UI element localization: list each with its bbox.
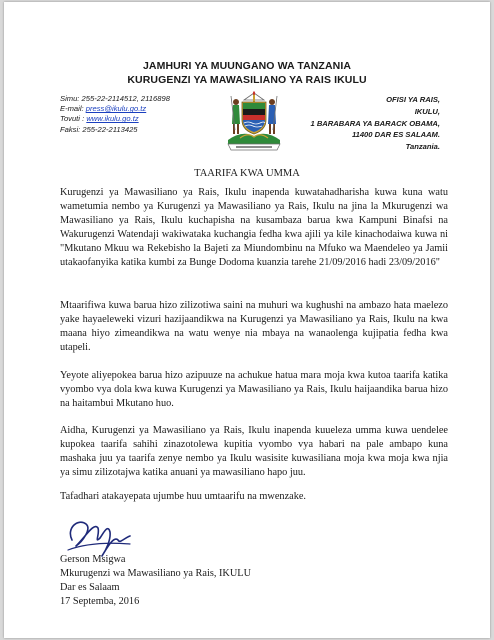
website-link[interactable]: www.ikulu.go.tz bbox=[86, 114, 139, 124]
header-republic: JAMHURI YA MUUNGANO WA TANZANIA bbox=[142, 60, 352, 72]
address-line-4: 11400 DAR ES SALAAM. bbox=[351, 130, 440, 140]
phone-line: Simu: 255-22-2114512, 2116898 bbox=[60, 94, 170, 103]
address-line-2: IKULU, bbox=[414, 106, 440, 116]
paragraph-2: Mtaarifiwa kuwa barua hizo zilizotiwa saini na muhuri wa kughushi na ambazo hata maelezo yake hayaeleweki vizuri hazijaandikwa na Kurugenzi ya Mawasiliano ya Rais, Ikulu na kwa maana hiyo zimeandikwa na watu wenye nia mbaya na wanaolenga kujipatia fedha kwa utapeli. bbox=[60, 300, 448, 353]
signing-place: Dar es Salaam bbox=[60, 582, 120, 593]
paragraph-3: Yeyote aliyepokea barua hizo azipuuze na achukue hatua mara moja kwa kutoa taarifa katika vyombo vya dola kwa kuwa Kurugenzi ya Mawasiliano ya Rais, Ikulu haijaandika barua hizo na haitambui Mkutano huo. bbox=[60, 370, 448, 409]
header-directorate: KURUGENZI YA MAWASILIANO YA RAIS IKULU bbox=[127, 74, 367, 86]
address-line-3: 1 BARABARA YA BARACK OBAMA, bbox=[310, 118, 440, 128]
letter-page bbox=[4, 2, 490, 638]
email-link[interactable]: press@ikulu.go.tz bbox=[85, 104, 147, 114]
email-line: E-mail: press@ikulu.go.tz bbox=[60, 104, 147, 114]
signature-block bbox=[60, 553, 251, 609]
paragraph-4: Aidha, Kurugenzi ya Mawasiliano ya Rais, Ikulu inapenda kuueleza umma kuwa uendelee kupokea taarifa sahihi zinazotolewa kupitia vyombo vya habari na pale ambapo kuna mashaka juu ya taarifa zenye nembo ya Ikulu wasisite kuwasiliana moja kwa moja kwa njia ya simu zilizotajwa katika anuani ya mawasiliano hapo juu. bbox=[60, 425, 448, 478]
paragraph-5: Tafadhari atakayepata ujumbe huu umtaarifu na mwenzake. bbox=[60, 491, 307, 502]
contact-right bbox=[310, 94, 440, 153]
contact-left bbox=[60, 94, 170, 135]
signatory-name: Gerson Msigwa bbox=[60, 554, 126, 565]
signatory-title: Mkurugenzi wa Mawasiliano ya Rais, IKULU bbox=[60, 568, 252, 579]
address-line-1: OFISI YA RAIS, bbox=[386, 95, 440, 104]
paragraph-1: Kurugenzi ya Mawasiliano ya Rais, Ikulu inapenda kuwatahadharisha kuwa kuna watu wametumia nembo ya Kurugenzi ya Mawasiliano ya Rais, Ikulu na jina la Mkurugenzi wa Mawasiliano ya Rais, Ikulu kuchapisha na kusambaza barua kwa Kampuni Binafsi na Wakurugenzi Watendaji wakiwataka kuchangia fedha kwa ajili ya kile kinachodaiwa kuwa ni "Mkutano Mkuu wa Rekebisho la Bajeti za Miundombinu na Mfuko wa Maendeleo ya Jamii utakaofanyika katika kumbi za Bunge Dodoma kuanzia tarehe 21/09/2016 hadi 23/09/2016" bbox=[60, 187, 448, 268]
fax-line: Faksi: 255-22-2113425 bbox=[60, 124, 138, 134]
address-line-5: Tanzania. bbox=[405, 142, 440, 152]
website-line: Tovuti : www.ikulu.go.tz bbox=[60, 114, 139, 124]
signing-date: 17 Septemba, 2016 bbox=[60, 596, 140, 607]
coat-of-arms-icon bbox=[222, 90, 286, 152]
document-title: TAARIFA KWA UMMA bbox=[194, 168, 300, 179]
